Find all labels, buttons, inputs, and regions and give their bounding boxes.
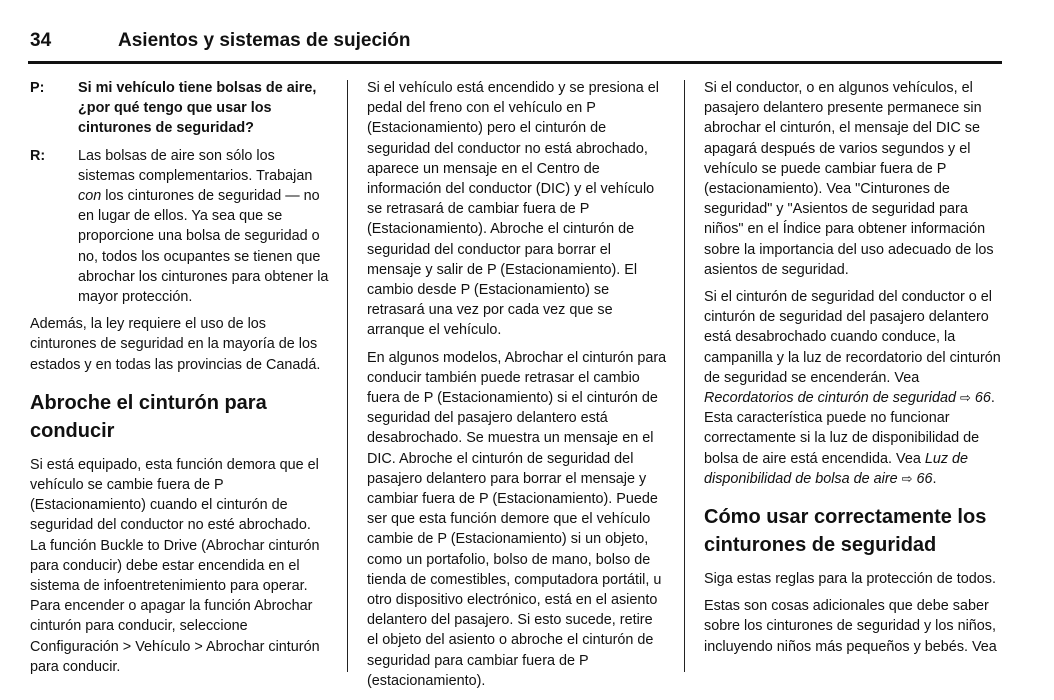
chapter-title: Asientos y sistemas de sujeción — [118, 30, 411, 51]
body-paragraph: Si el cinturón de seguridad del conductor o el cinturón de seguridad del pasajero delantero está desabrochado cuando conduce, la campanilla y la luz de recordatorio del cinturón de seguridad se encenderán. Vea Recordatorios de cinturón de seguridad ⇨ 66. Esta característica puede no funcionar correctamente si la luz de disponibilidad de bolsa de aire está encendida. Vea Luz de disponibilidad de bolsa de aire ⇨ 66. — [704, 289, 1001, 487]
body-paragraph: Estas son cosas adicionales que debe saber sobre los cinturones de seguridad y los niños, incluyendo niños más pequeños y bebés. Vea — [704, 598, 997, 655]
section-heading: Abroche el cinturón para conducir — [30, 391, 267, 442]
question-label: P: — [30, 80, 45, 96]
column-right — [704, 78, 1002, 664]
column-left — [30, 78, 330, 684]
body-paragraph: Si está equipado, esta función demora que el vehículo se cambie fuera de P (Estacionamiento) cuando el cinturón de seguridad del conductor no esté abrochado. La función Buckle to Drive (Abrochar cinturón para conducir) debe estar encendida en el sistema de infoentretenimiento para operar. Para encender o apagar la función Abrochar cinturón para conducir, seleccione Configuración > Vehículo > Abrochar cinturón para conducir. — [30, 456, 320, 675]
column-middle — [367, 78, 667, 698]
answer-text: Las bolsas de aire son sólo los sistemas complementarios. Trabajan con los cinturones de seguridad — no en lugar de ellos. Ya sea que se proporcione una bolsa de seguridad o no, todos los ocupantes se tienen que abrochar los cinturones para obtener la mayor protección. — [78, 147, 329, 306]
emphasis-text: con — [78, 188, 102, 205]
question-text: Si mi vehículo tiene bolsas de aire, ¿por qué tengo que usar los cinturones de seguridad? — [78, 80, 317, 137]
body-paragraph: Si el conductor, o en algunos vehículos, el pasajero delantero presente permanece sin abrochar el cinturón, el mensaje del DIC se apagará después de varios segundos y el vehículo se puede cambiar fuera de P (estacionamiento). Vea "Cinturones de seguridad" y "Asientos de seguridad para niños" en el Índice para obtener información sobre la importancia del uso adecuado de los asientos de seguridad. — [704, 80, 994, 278]
column-divider — [684, 80, 685, 672]
law-paragraph: Además, la ley requiere el uso de los cinturones de seguridad en la mayoría de los estados y en todas las provincias de Canadá. — [30, 316, 321, 373]
body-paragraph: Siga estas reglas para la protección de todos. — [704, 571, 996, 588]
answer-block — [30, 146, 330, 308]
column-divider — [347, 80, 348, 672]
header-rule — [28, 61, 1002, 64]
cross-reference-link[interactable]: Luz de disponibilidad de bolsa de aire ⇨ 66 — [704, 450, 969, 487]
body-paragraph: Si el vehículo está encendido y se presiona el pedal del freno con el vehículo en P (Estacionamiento) pero el cinturón de seguridad del conductor no está abrochado, aparece un mensaje en el Centro de información del conductor (DIC) y el vehículo se retrasará de cambiar fuera de P (Estacionamiento). Abroche el cinturón de seguridad del conductor para borrar el mensaje y salir de P (Estacionamiento). El cambio desde P (Estacionamiento) se retrasará una vez por cada vez que se arranque el vehículo. — [367, 80, 659, 339]
page-reference-icon: ⇨ — [901, 470, 913, 486]
cross-reference-link[interactable]: Recordatorios de cinturón de seguridad ⇨ 66 — [704, 390, 991, 407]
question-block — [30, 78, 330, 139]
section-heading: Cómo usar correctamente los cinturones de seguridad — [704, 506, 987, 557]
body-paragraph: En algunos modelos, Abrochar el cinturón para conducir también puede retrasar el cambio fuera de P (Estacionamiento) si el cinturón de seguridad del pasajero delantero está desabrochado. Se muestra un mensaje en el DIC. Abroche el cinturón de seguridad del pasajero delantero para borrar el mensaje y cambiar fuera de P (Estacionamiento). Puede ser que esta función demore que el vehículo cambie de P (Estacionamiento) si un objeto, como un portafolio, bolso de mano, bolso de tienda de comestibles, computadora portátil, u otro dispositivo electrónico, está en el asiento delantero del pasajero. Si esto sucede, retire el objeto del asiento o abroche el cinturón de seguridad para cambiar fuera de P (estacionamiento). — [367, 349, 667, 689]
page-reference-icon: ⇨ — [960, 390, 971, 406]
page-number: 34 — [30, 30, 52, 51]
answer-label: R: — [30, 147, 46, 164]
page-header — [30, 30, 1002, 58]
